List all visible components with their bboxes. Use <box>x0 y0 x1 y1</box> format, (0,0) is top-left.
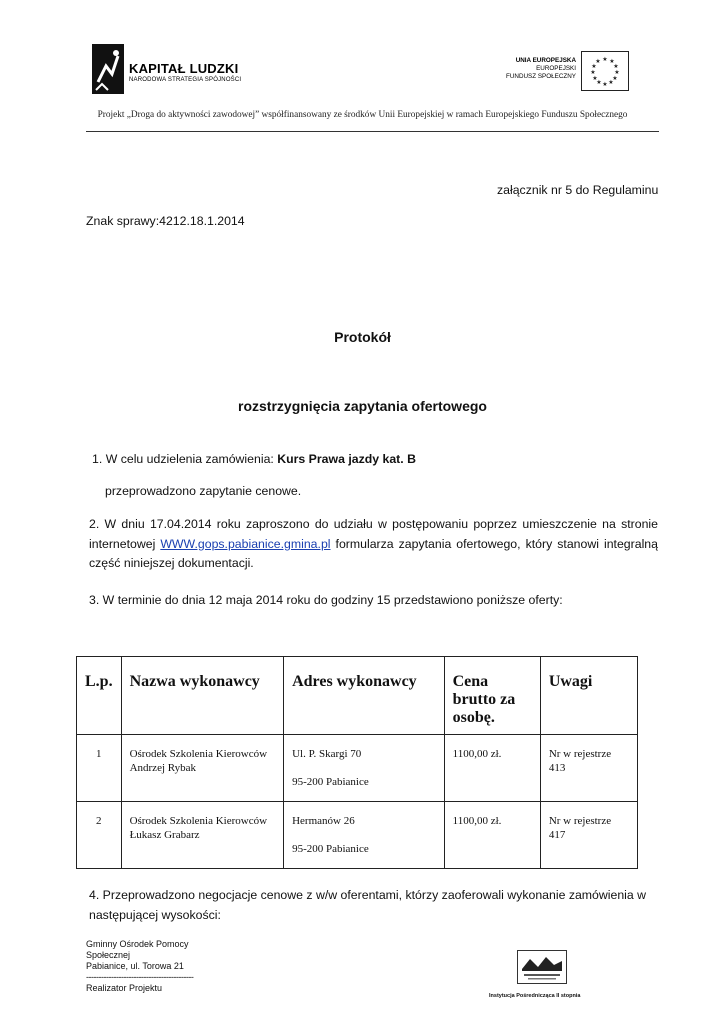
attachment-note: załącznik nr 5 do Regulaminu <box>497 183 659 197</box>
paragraph-2-start: 2. W dniu 17.04.2014 roku zaproszono do udziału w postępowaniu poprzez umieszczenie na stronie internetowej <box>89 517 658 551</box>
cell-contractor-name: Ośrodek Szkolenia Kierowców Andrzej Rybak <box>121 735 284 802</box>
eu-line-2: EUROPEJSKI <box>536 65 576 72</box>
header-contractor-name: Nazwa wykonawcy <box>121 657 284 735</box>
table-header-row <box>77 657 638 735</box>
svg-text:★: ★ <box>591 63 597 70</box>
project-cofinancing-line: Projekt „Droga do aktywności zawodowej” współfinansowany ze środków Unii Europejskiej w ramach Europejskiego Funduszu Społecznego <box>97 110 628 120</box>
offers-table <box>76 656 638 869</box>
paragraph-1-number: 1. <box>92 452 103 466</box>
paragraph-3: 3. W terminie do dnia 12 maja 2014 roku do godziny 15 przedstawiono poniższe oferty: <box>89 593 563 607</box>
document-subtitle: rozstrzygnięcia zapytania ofertowego <box>238 398 487 414</box>
svg-text:★: ★ <box>612 75 618 82</box>
footer-line-3: Pabianice, ul. Torowa 21 <box>86 961 184 971</box>
document-title: Protokół <box>334 329 391 345</box>
intermediary-institution-label: Instytucja Pośrednicząca II stopnia <box>489 993 581 999</box>
logo-title: KAPITAŁ LUDZKI <box>129 61 239 76</box>
cell-contractor-address <box>284 802 445 869</box>
eu-line-3: FUNDUSZ SPOŁECZNY <box>506 73 576 80</box>
case-number: Znak sprawy:4212.18.1.2014 <box>86 214 245 228</box>
cell-lp: 2 <box>77 802 122 869</box>
footer-line-4: Realizator Projektu <box>86 983 163 993</box>
footer-realizer <box>86 939 193 994</box>
svg-text:★: ★ <box>608 79 614 86</box>
svg-text:★: ★ <box>596 79 602 86</box>
header-lp: L.p. <box>77 657 122 735</box>
eu-line-1: UNIA EUROPEJSKA <box>515 57 576 64</box>
eu-flag-icon <box>581 51 629 91</box>
cell-gross-price: 1100,00 zł. <box>444 735 540 802</box>
address-street: Ul. P. Skargi 70 <box>292 748 362 760</box>
header-contractor-address: Adres wykonawcy <box>284 657 445 735</box>
cell-remarks: Nr w rejestrze 417 <box>540 802 637 869</box>
header-remarks: Uwagi <box>540 657 637 735</box>
cell-contractor-address <box>284 735 445 802</box>
cell-contractor-name: Ośrodek Szkolenia Kierowców Łukasz Grabarz <box>121 802 284 869</box>
cell-lp: 1 <box>77 735 122 802</box>
paragraph-1-continued: przeprowadzono zapytanie cenowe. <box>105 484 302 498</box>
footer-line-2: Społecznej <box>86 950 131 960</box>
table-row <box>77 802 638 869</box>
paragraph-2-end: formularza zapytania ofertowego, który stanowi integralną część niniejszej dokumentacji. <box>89 536 658 570</box>
svg-text:★: ★ <box>602 81 608 88</box>
svg-text:★: ★ <box>590 69 596 76</box>
address-city: 95-200 Pabianice <box>292 776 369 788</box>
paragraph-2 <box>89 515 658 574</box>
svg-text:★: ★ <box>592 75 598 82</box>
cell-gross-price: 1100,00 zł. <box>444 802 540 869</box>
svg-text:★: ★ <box>613 63 619 70</box>
paragraph-1-text: W celu udzielenia zamówienia: <box>105 452 278 466</box>
logo-subtitle: NARODOWA STRATEGIA SPÓJNOŚCI <box>129 77 242 83</box>
paragraph-1-bold: Kurs Prawa jazdy kat. B <box>277 452 416 466</box>
gops-website-link[interactable]: WWW.gops.pabianice.gmina.pl <box>160 536 331 551</box>
table-row <box>77 735 638 802</box>
paragraph-4: 4. Przeprowadzono negocjacje cenowe z w/w oferentami, którzy zaoferowali wykonanie zamówienia w następującej wysokości: <box>89 888 647 922</box>
svg-text:★: ★ <box>614 69 620 76</box>
svg-text:★: ★ <box>602 56 608 63</box>
svg-text:★: ★ <box>595 58 601 65</box>
address-street: Hermanów 26 <box>292 815 355 827</box>
header-divider <box>86 131 659 132</box>
intermediary-institution-logo <box>517 950 567 984</box>
svg-text:★: ★ <box>609 58 615 65</box>
address-city: 95-200 Pabianice <box>292 843 369 855</box>
header-gross-price: Cena brutto za osobę. <box>444 657 540 735</box>
footer-line-1: Gminny Ośrodek Pomocy <box>86 939 189 949</box>
eu-fund-text <box>490 57 576 81</box>
footer-dashes: ------------------------------------------- <box>86 972 194 982</box>
cell-remarks: Nr w rejestrze 413 <box>540 735 637 802</box>
paragraph-1 <box>92 452 416 466</box>
